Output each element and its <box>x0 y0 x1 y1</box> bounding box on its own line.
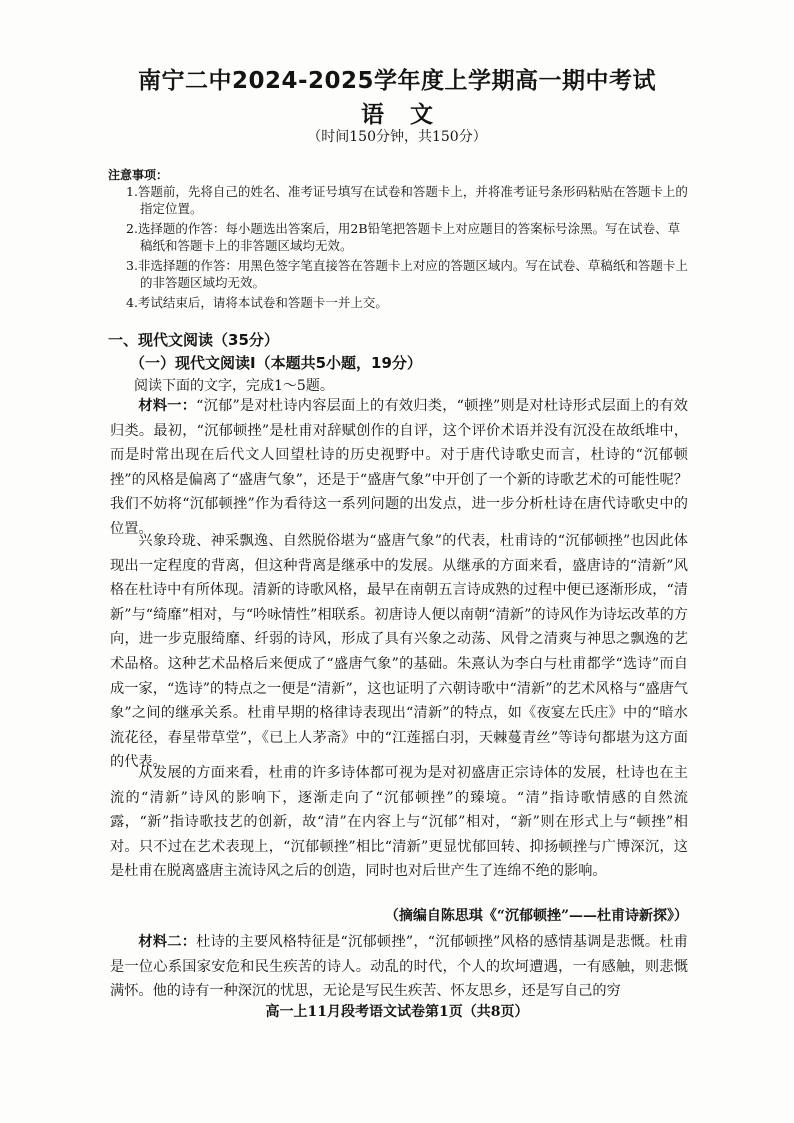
notice-item: 2.选择题的作答：每小题选出答案后，用2B铅笔把答题卡上对应题目的答案标号涂黑。写在试卷、草稿纸和答题卡上的非答题区域均无效。 <box>126 221 681 253</box>
material1-label: 材料一： <box>138 398 197 414</box>
material2-p1-text: 杜诗的主要风格特征是“沉郁顿挫”，“沉郁顿挫”风格的感情基调是悲慨。杜甫是一位心系国家安危和民生疾苦的诗人。动乱的时代，个人的坎坷遭遇，一有感触，则悲慨满怀。他的诗有一种深沉的忧思，无论是写民生疾苦、怀友思乡，还是写自己的穷 <box>110 934 688 1000</box>
subsection-heading: （一）现代文阅读Ⅰ（本题共5小题，19分） <box>130 354 422 372</box>
material1-p2-text: 兴象玲珑、神采飘逸、自然脱俗堪为“盛唐气象”的代表，杜甫诗的“沉郁顿挫”也因此体现出一定程度的背离，但这种背离是继承中的发展。从继承的方面来看，盛唐诗的“清新”风格在杜诗中有所体现。清新的诗歌风格，最早在南朝五言诗成熟的过程中便已逐渐形成，“清新”与“绮靡”相对，与“吟咏情性”相联系。初唐诗人便以南朝“清新”的诗风作为诗坛改革的方向，进一步克服绮靡、纤弱的诗风，形成了具有兴象之动荡、风骨之清爽与神思之飘逸的艺术品格。这种艺术品格后来便成了“盛唐气象”的基础。朱熹认为李白与杜甫都学“选诗”而自成一家，“选诗”的特点之一便是“清新”，这也证明了六朝诗歌中“清新”的艺术风格与“盛唐气象”之间的继承关系。杜甫早期的格律诗表现出“清新”的特点，如《夜宴左氏庄》中的“暗水流花径，春星带草堂”，《已上人茅斋》中的“江莲摇白羽，天棘蔓青丝”等诗句都堪为这方面的代表。 <box>110 533 688 771</box>
time-info: （时间150分钟，共150分） <box>307 129 487 145</box>
exam-title: 南宁二中2024-2025学年度上学期高一期中考试 <box>137 68 657 94</box>
material2-paragraph-1 <box>110 930 688 1004</box>
reading-instruction: 阅读下面的文字，完成1～5题。 <box>134 378 334 394</box>
material2-label: 材料二： <box>138 934 197 950</box>
section-heading: 一、现代文阅读（35分） <box>108 331 279 349</box>
notice-item: 4.考试结束后，请将本试卷和答题卡一并上交。 <box>126 295 388 310</box>
material1-paragraph-1 <box>110 394 688 542</box>
notice-item: 1.答题前，先将自己的姓名、准考证号填写在试卷和答题卡上，并将准考证号条形码粘贴在答题卡上的指定位置。 <box>126 184 688 216</box>
subject-title: 语文 <box>361 102 459 128</box>
material1-paragraph-3 <box>110 761 688 884</box>
page-footer: 高一上11月段考语文试卷第1页（共8页） <box>265 1004 529 1020</box>
material1-p1-text: “沉郁”是对杜诗内容层面上的有效归类，“顿挫”则是对杜诗形式层面上的有效归类。最初，“沉郁顿挫”是杜甫对辞赋创作的自评，这个评价术语并没有沉没在故纸堆中，而是时常出现在后代文人回望杜诗的历史视野中。对于唐代诗歌史而言，杜诗的“沉郁顿挫”的风格是偏离了“盛唐气象”，还是于“盛唐气象”中开创了一个新的诗歌艺术的可能性呢？我们不妨将“沉郁顿挫”作为看待这一系列问题的出发点，进一步分析杜诗在唐代诗歌史中的位置。 <box>110 398 688 537</box>
notice-list <box>126 184 688 316</box>
material1-paragraph-2 <box>110 529 688 775</box>
notice-heading: 注意事项： <box>108 168 169 182</box>
notice-item: 3.非选择题的作答：用黑色签字笔直接答在答题卡上对应的答题区域内。写在试卷、草稿纸和答题卡上的非答题区域均无效。 <box>126 258 688 290</box>
material1-source: （摘编自陈思琪《“沉郁顿挫”——杜甫诗新探》） <box>384 908 688 924</box>
material1-p3-text: 从发展的方面来看，杜甫的许多诗体都可视为是对初盛唐正宗诗体的发展，杜诗也在主流的“清新”诗风的影响下，逐渐走向了“沉郁顿挫”的臻境。“清”指诗歌情感的自然流露，“新”指诗歌技艺的创新，故“清”在内容上与“沉郁”相对，“新”则在形式上与“顿挫”相对。只不过在艺术表现上，“沉郁顿挫”相比“清新”更显忧郁回转、抑扬顿挫与广博深沉，这是杜甫在脱离盛唐主流诗风之后的创造，同时也对后世产生了连绵不绝的影响。 <box>110 765 688 880</box>
